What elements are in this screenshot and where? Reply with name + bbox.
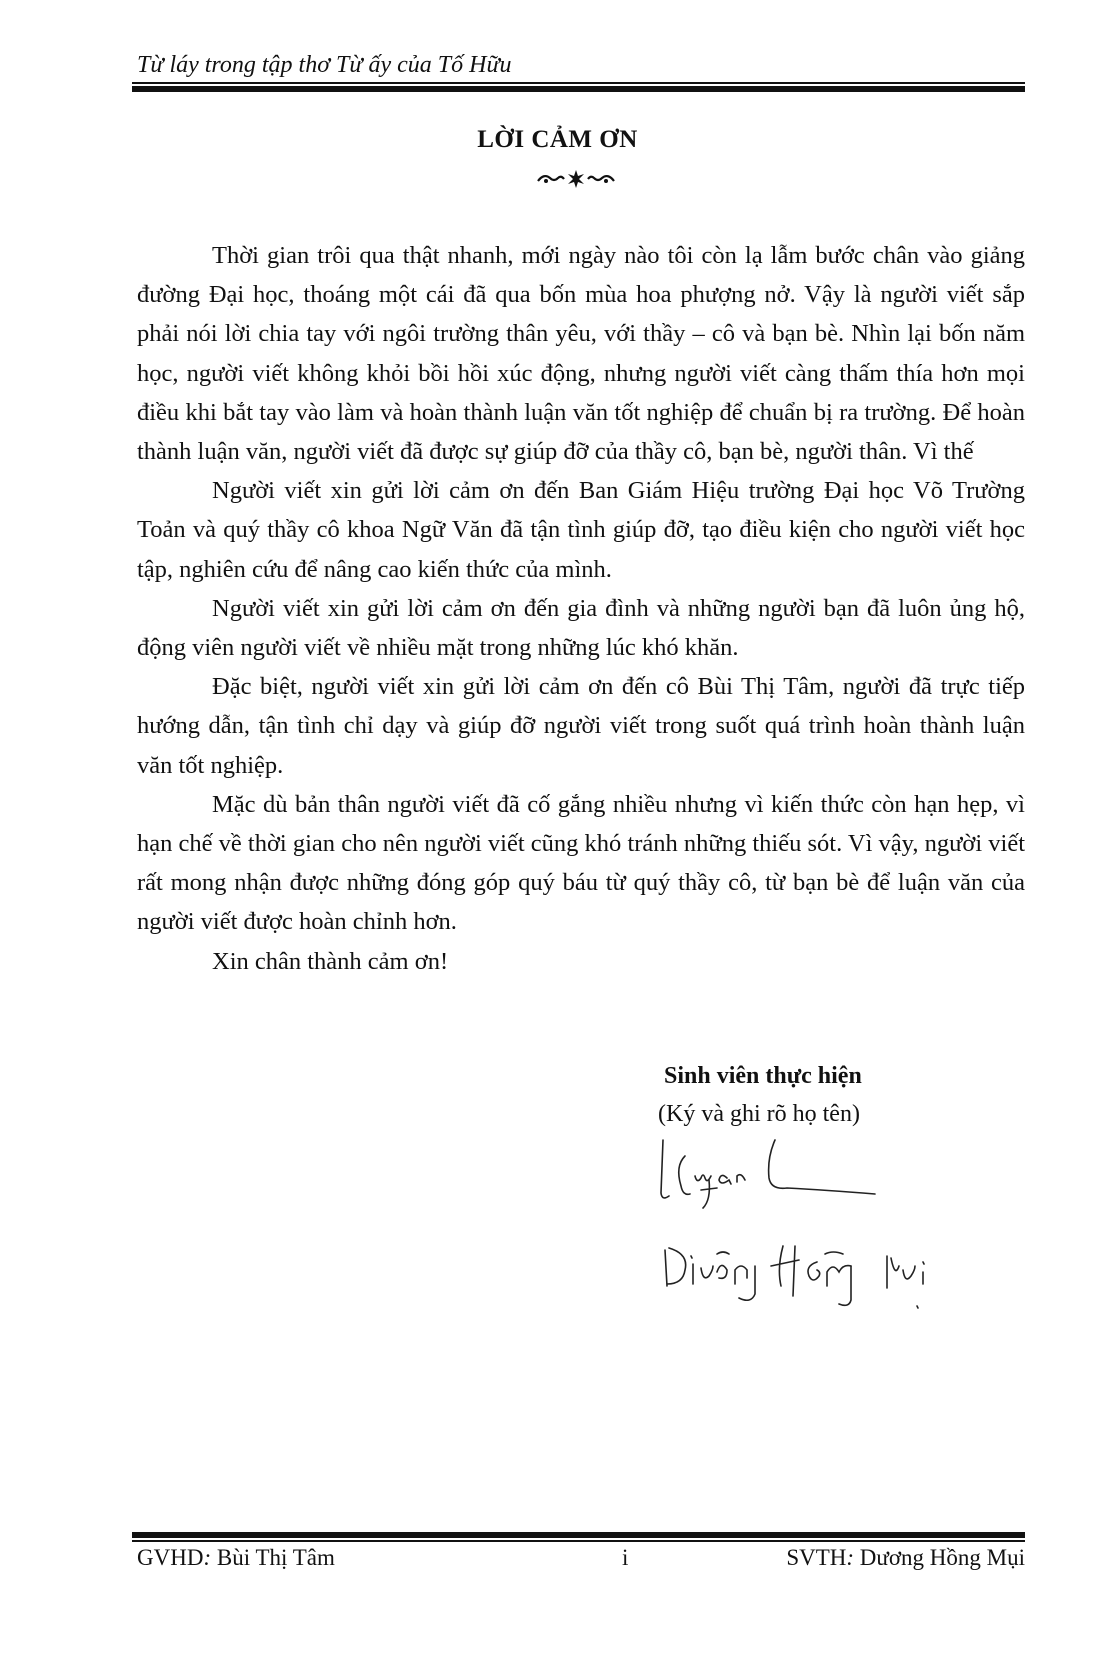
ornament-icon xyxy=(536,168,616,190)
footer-rule-thick xyxy=(132,1532,1025,1538)
running-header-title: Từ láy trong tập thơ Từ ấy của Tố Hữu xyxy=(137,52,512,78)
advisor-label: GVHD xyxy=(137,1545,204,1570)
paragraph-3: Người viết xin gửi lời cảm ơn đến gia đình và những người bạn đã luôn ủng hộ, động viên người viết về nhiều mặt trong những lúc khó khăn. xyxy=(137,594,1025,662)
header-rule-thin xyxy=(132,82,1025,84)
advisor-name: Bùi Thị Tâm xyxy=(216,1545,335,1570)
acknowledgement-body xyxy=(137,236,1025,981)
signer-role: Sinh viên thực hiện xyxy=(664,1063,862,1089)
footer-student: SVTH: Dương Hồng Mụi xyxy=(786,1545,1025,1570)
signature-block xyxy=(658,1057,862,1133)
document-title: LỜI CẢM ƠN xyxy=(477,126,638,153)
paragraph-4: Đặc biệt, người viết xin gửi lời cảm ơn đến cô Bùi Thị Tâm, người đã trực tiếp hướng dẫn, tận tình chỉ dạy và giúp đỡ người viết trong suốt quá trình hoàn thành luận văn tốt nghiệp. xyxy=(137,673,1025,779)
handwritten-signature xyxy=(655,1138,995,1318)
footer-advisor: GVHD: Bùi Thị Tâm xyxy=(137,1545,335,1570)
header-rule-thick xyxy=(132,86,1025,92)
paragraph-5: Mặc dù bản thân người viết đã cố gắng nhiều nhưng vì kiến thức còn hạn hẹp, vì hạn chế về thời gian cho nên người viết cũng khó tránh những thiếu sót. Vì vậy, người viết rất mong nhận được những đóng góp quý báu từ quý thầy cô, từ bạn bè để luận văn của người viết được hoàn chỉnh hơn. xyxy=(137,790,1025,936)
signature-instruction: (Ký và ghi rõ họ tên) xyxy=(658,1101,860,1127)
paragraph-1: Thời gian trôi qua thật nhanh, mới ngày nào tôi còn lạ lẫm bước chân vào giảng đường Đại học, thoáng một cái đã qua bốn mùa hoa phượng nở. Vậy là người viết sắp phải nói lời chia tay với ngôi trường thân yêu, với thầy – cô và bạn bè. Nhìn lại bốn năm học, người viết không khỏi bồi hồi xúc động, nhưng người viết càng thấm thía hơn mọi điều khi bắt tay vào làm và hoàn thành luận văn tốt nghiệp để chuẩn bị ra trường. Để hoàn thành luận văn, người viết đã được sự giúp đỡ của thầy cô, bạn bè, người thân. Vì thế xyxy=(137,242,1025,466)
page-number: i xyxy=(622,1545,629,1570)
footer-rule-thin xyxy=(132,1540,1025,1542)
paragraph-6: Xin chân thành cảm ơn! xyxy=(212,947,449,975)
student-label: SVTH xyxy=(786,1545,847,1570)
paragraph-2: Người viết xin gửi lời cảm ơn đến Ban Giám Hiệu trường Đại học Võ Trường Toản và quý thầy cô khoa Ngữ Văn đã tận tình giúp đỡ, tạo điều kiện cho người viết học tập, nghiên cứu để nâng cao kiến thức của mình. xyxy=(137,477,1025,583)
student-name: Dương Hồng Mụi xyxy=(859,1545,1025,1570)
